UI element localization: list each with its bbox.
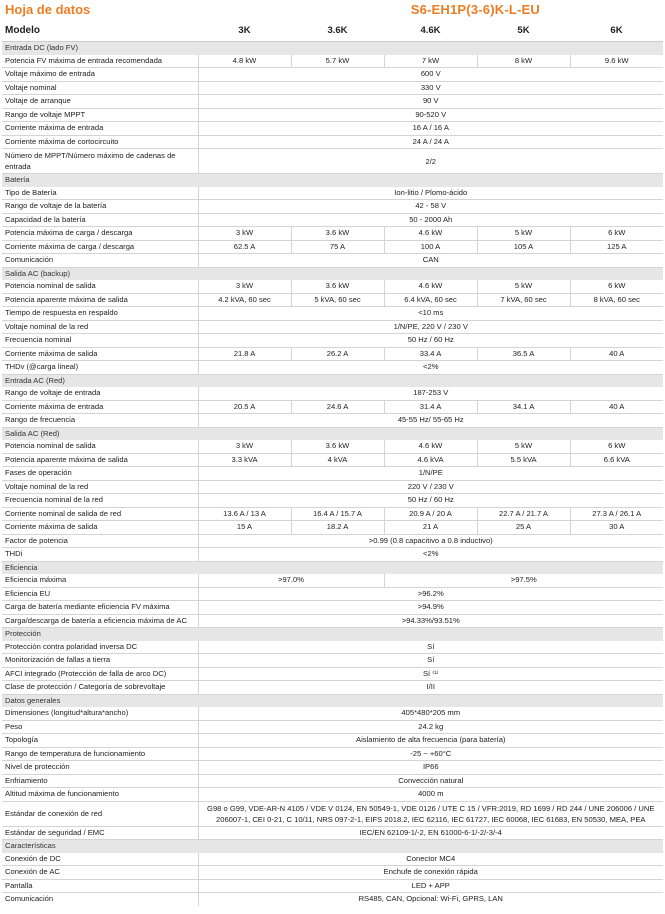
table-row — [2, 747, 663, 761]
row-value: 4.8 kW — [198, 55, 291, 68]
model-header-6k: 6K — [570, 22, 663, 42]
row-label: Conexión de AC — [2, 866, 198, 880]
spec-table-body — [2, 42, 663, 906]
row-label: Peso — [2, 720, 198, 734]
row-value: 16.4 A / 15.7 A — [291, 507, 384, 521]
row-value: 7 kVA, 60 sec — [477, 293, 570, 307]
row-value: 24.2 kg — [198, 720, 663, 734]
section-header — [2, 374, 663, 387]
table-row — [2, 280, 663, 293]
section-header — [2, 267, 663, 280]
row-label: Potencia nominal de salida — [2, 440, 198, 453]
table-row — [2, 187, 663, 200]
table-row — [2, 81, 663, 95]
table-row — [2, 200, 663, 214]
table-row — [2, 826, 663, 840]
row-value: 75 A — [291, 240, 384, 254]
row-value: 6 kW — [570, 227, 663, 241]
table-row — [2, 320, 663, 334]
table-row — [2, 400, 663, 414]
row-label: Nivel de protección — [2, 761, 198, 775]
table-row — [2, 494, 663, 508]
row-value: 21 A — [384, 521, 477, 535]
row-value: 105 A — [477, 240, 570, 254]
row-label: Corriente máxima de salida — [2, 521, 198, 535]
row-value: 90-520 V — [198, 108, 663, 122]
row-value: 3.6 kW — [291, 440, 384, 453]
row-value: 50 - 2000 Ah — [198, 213, 663, 227]
row-value: 33.4 A — [384, 347, 477, 361]
row-value: 42 - 58 V — [198, 200, 663, 214]
row-value: 3.3 kVA — [198, 453, 291, 467]
row-value: G98 o G99, VDE-AR-N 4105 / VDE V 0124, EN 50549-1, VDE 0126 / UTE C 15 / VFR:2019, RD 1699 / RD 244 / UNE 206006 / UNE 206007-1, CEI 0-21, C 10/11, NRS 097-2-1, EIFS 2018.2, IEC 62116, IEC 61727, IEC 60068, IEC 61683, EN 50530, MEA, PEA — [198, 801, 663, 826]
row-value: >0.99 (0.8 capacitivo a 0.8 inductivo) — [198, 534, 663, 548]
row-value: 5 kW — [477, 280, 570, 293]
row-label: Protección contra polaridad inversa DC — [2, 641, 198, 654]
row-value: 27.3 A / 26.1 A — [570, 507, 663, 521]
row-value: >94.9% — [198, 601, 663, 615]
row-value: 26.2 A — [291, 347, 384, 361]
row-label: Frecuencia nominal de la red — [2, 494, 198, 508]
row-label: Estándar de conexión de red — [2, 801, 198, 826]
row-label: Rango de voltaje de entrada — [2, 387, 198, 400]
row-value: 34.1 A — [477, 400, 570, 414]
section-header — [2, 840, 663, 853]
row-label: Voltaje nominal — [2, 81, 198, 95]
table-row — [2, 801, 663, 826]
table-row — [2, 853, 663, 866]
section-title: Características — [2, 840, 663, 853]
row-value: 600 V — [198, 68, 663, 82]
table-row — [2, 614, 663, 628]
model-column-header: Modelo — [2, 22, 198, 42]
row-label: Conexión de DC — [2, 853, 198, 866]
header-bar — [0, 0, 665, 22]
section-title: Eficiencia — [2, 561, 663, 574]
row-label: Potencia aparente máxima de salida — [2, 293, 198, 307]
doc-title: Hoja de datos — [5, 2, 91, 17]
row-value: 4.6 kW — [384, 280, 477, 293]
table-row — [2, 347, 663, 361]
row-label: Rango de voltaje de la batería — [2, 200, 198, 214]
row-label: Corriente máxima de salida — [2, 347, 198, 361]
table-row — [2, 440, 663, 453]
row-value: Sí — [198, 641, 663, 654]
row-value: 125 A — [570, 240, 663, 254]
row-label: THDi — [2, 548, 198, 562]
row-label: Altitud máxima de funcionamiento — [2, 788, 198, 802]
row-value: >96.2% — [198, 587, 663, 601]
table-row — [2, 707, 663, 720]
row-label: Voltaje de arranque — [2, 95, 198, 109]
row-label: Dimensiones (longitud*altura*ancho) — [2, 707, 198, 720]
row-value: 13.6 A / 13 A — [198, 507, 291, 521]
row-value: 5 kW — [477, 440, 570, 453]
row-value: 6 kW — [570, 440, 663, 453]
table-row — [2, 414, 663, 428]
table-row — [2, 387, 663, 400]
section-title: Datos generales — [2, 694, 663, 707]
row-value: Convección natural — [198, 774, 663, 788]
table-row — [2, 149, 663, 174]
row-value: 6 kW — [570, 280, 663, 293]
row-label: Enfriamiento — [2, 774, 198, 788]
row-value: >97.5% — [384, 574, 663, 587]
row-label: Voltaje máximo de entrada — [2, 68, 198, 82]
row-value: 4.6 kVA — [384, 453, 477, 467]
table-row — [2, 548, 663, 562]
table-row — [2, 667, 663, 681]
row-value: CAN — [198, 254, 663, 268]
row-value: 4.2 kVA, 60 sec — [198, 293, 291, 307]
model-header-5k: 5K — [477, 22, 570, 42]
row-label: Potencia FV máxima de entrada recomendada — [2, 55, 198, 68]
row-value: 3 kW — [198, 227, 291, 241]
row-label: Pantalla — [2, 879, 198, 893]
table-row — [2, 601, 663, 615]
row-value: 50 Hz / 60 Hz — [198, 334, 663, 348]
row-value: 3 kW — [198, 440, 291, 453]
table-row — [2, 135, 663, 149]
table-row — [2, 467, 663, 481]
table-row — [2, 68, 663, 82]
section-header — [2, 694, 663, 707]
row-value: 24.6 A — [291, 400, 384, 414]
row-value: 1/N/PE — [198, 467, 663, 481]
row-label: Estándar de seguridad / EMC — [2, 826, 198, 840]
row-label: Potencia máxima de carga / descarga — [2, 227, 198, 241]
row-label: Eficiencia máxima — [2, 574, 198, 587]
row-value: 8 kVA, 60 sec — [570, 293, 663, 307]
row-label: Clase de protección / Categoría de sobrevoltaje — [2, 681, 198, 695]
model-header-3-6k: 3.6K — [291, 22, 384, 42]
row-value: 187-253 V — [198, 387, 663, 400]
table-row — [2, 879, 663, 893]
table-row — [2, 307, 663, 321]
row-label: Corriente máxima de carga / descarga — [2, 240, 198, 254]
row-label: Fases de operación — [2, 467, 198, 481]
row-value: <2% — [198, 361, 663, 375]
row-label: THDv (@carga lineal) — [2, 361, 198, 375]
row-label: Corriente máxima de entrada — [2, 400, 198, 414]
row-value: 90 V — [198, 95, 663, 109]
row-label: Comunicación — [5, 894, 54, 903]
table-row — [2, 213, 663, 227]
row-value: 4000 m — [198, 788, 663, 802]
table-row — [2, 122, 663, 136]
table-row — [2, 574, 663, 587]
row-value: 6.4 kVA, 60 sec — [384, 293, 477, 307]
row-value: I/II — [198, 681, 663, 695]
row-value: 24 A / 24 A — [198, 135, 663, 149]
table-row — [2, 761, 663, 775]
row-value: 50 Hz / 60 Hz — [198, 494, 663, 508]
table-row — [2, 108, 663, 122]
row-value: 3 kW — [198, 280, 291, 293]
row-value: 18.2 A — [291, 521, 384, 535]
table-row — [2, 720, 663, 734]
row-value: 100 A — [384, 240, 477, 254]
row-value: 36.5 A — [477, 347, 570, 361]
row-label: Tiempo de respuesta en respaldo — [2, 307, 198, 321]
row-value: 25 A — [477, 521, 570, 535]
row-value: 330 V — [198, 81, 663, 95]
table-row — [2, 361, 663, 375]
table-row — [2, 641, 663, 654]
row-value: 3.6 kW — [291, 227, 384, 241]
row-label: Corriente nominal de salida de red — [2, 507, 198, 521]
section-title: Salida AC (Red) — [2, 427, 663, 440]
table-row — [2, 453, 663, 467]
row-value: Sí ⁽¹⁾ — [198, 667, 663, 681]
section-title: Batería — [2, 174, 663, 187]
row-value: 6.6 kVA — [570, 453, 663, 467]
table-header-row — [2, 22, 663, 42]
row-value: <2% — [198, 548, 663, 562]
section-header — [2, 174, 663, 187]
table-row — [2, 893, 663, 906]
table-row — [2, 507, 663, 521]
row-value: Conector MC4 — [198, 853, 663, 866]
row-label: AFCI integrado (Protección de falla de arco DC) — [2, 667, 198, 681]
row-value: 5.7 kW — [291, 55, 384, 68]
row-value: 3.6 kW — [291, 280, 384, 293]
row-value: 45-55 Hz/ 55-65 Hz — [198, 414, 663, 428]
row-label: Carga/descarga de batería a eficiencia máxima de AC — [2, 614, 198, 628]
row-value: 8 kW — [477, 55, 570, 68]
row-value: >94.33%/93.51% — [198, 614, 663, 628]
section-header — [2, 561, 663, 574]
row-value: 5 kW — [477, 227, 570, 241]
section-header — [2, 628, 663, 641]
row-label: Corriente máxima de cortocircuito — [2, 135, 198, 149]
model-header-3k: 3K — [198, 22, 291, 42]
table-row — [2, 587, 663, 601]
row-value: 15 A — [198, 521, 291, 535]
row-label: Potencia nominal de salida — [2, 280, 198, 293]
row-value: 21.8 A — [198, 347, 291, 361]
row-value: 31.4 A — [384, 400, 477, 414]
row-value: >97.0% — [198, 574, 384, 587]
table-row — [2, 654, 663, 668]
row-label: Voltaje nominal de la red — [2, 480, 198, 494]
row-label: Capacidad de la batería — [2, 213, 198, 227]
row-value: <10 ms — [198, 307, 663, 321]
table-row — [2, 480, 663, 494]
table-row — [2, 254, 663, 268]
row-value: Enchufe de conexión rápida — [198, 866, 663, 880]
table-row — [2, 534, 663, 548]
row-value: Aislamiento de alta frecuencia (para batería) — [198, 734, 663, 748]
table-row — [2, 734, 663, 748]
row-value: 4.6 kW — [384, 227, 477, 241]
table-row — [2, 55, 663, 68]
row-value: RS485, CAN, Opcional: Wi-Fi, GPRS, LAN — [198, 893, 663, 906]
row-label: Eficiencia EU — [2, 587, 198, 601]
row-value: 7 kW — [384, 55, 477, 68]
row-value: 5.5 kVA — [477, 453, 570, 467]
row-value: 5 kVA, 60 sec — [291, 293, 384, 307]
row-value: 405*480*205 mm — [198, 707, 663, 720]
row-label: Monitorización de fallas a tierra — [2, 654, 198, 668]
row-label: Topología — [2, 734, 198, 748]
table-row — [2, 788, 663, 802]
spec-table — [2, 22, 663, 906]
row-label: Voltaje nominal de la red — [2, 320, 198, 334]
row-label: Potencia aparente máxima de salida — [2, 453, 198, 467]
row-value: LED + APP — [198, 879, 663, 893]
row-value: Ion-litio / Plomo-ácido — [198, 187, 663, 200]
row-value: 30 A — [570, 521, 663, 535]
row-value: 16 A / 16 A — [198, 122, 663, 136]
row-value: 40 A — [570, 347, 663, 361]
table-row — [2, 681, 663, 695]
table-row — [2, 866, 663, 880]
row-value: Sí — [198, 654, 663, 668]
row-value: 220 V / 230 V — [198, 480, 663, 494]
table-row — [2, 227, 663, 241]
row-label: Factor de potencia — [2, 534, 198, 548]
row-value: 4 kVA — [291, 453, 384, 467]
row-value: 62.5 A — [198, 240, 291, 254]
row-label: Comunicación — [2, 254, 198, 268]
row-value: IP66 — [198, 761, 663, 775]
row-label: Rango de frecuencia — [2, 414, 198, 428]
row-label: Rango de temperatura de funcionamiento — [2, 747, 198, 761]
row-value: 40 A — [570, 400, 663, 414]
row-label: Número de MPPT/Número máximo de cadenas de entrada — [2, 149, 198, 174]
row-value: 1/N/PE, 220 V / 230 V — [198, 320, 663, 334]
section-header — [2, 427, 663, 440]
row-value: 9.6 kW — [570, 55, 663, 68]
section-title: Entrada AC (Red) — [2, 374, 663, 387]
row-value: 2/2 — [198, 149, 663, 174]
row-value: 22.7 A / 21.7 A — [477, 507, 570, 521]
row-label: Tipo de Batería — [2, 187, 198, 200]
section-title: Protección — [2, 628, 663, 641]
table-row — [2, 95, 663, 109]
row-value: IEC/EN 62109-1/-2, EN 61000-6-1/-2/-3/-4 — [198, 826, 663, 840]
row-value: 20.9 A / 20 A — [384, 507, 477, 521]
table-row — [2, 774, 663, 788]
model-title: S6-EH1P(3-6)K-L-EU — [410, 2, 540, 17]
section-title: Salida AC (backup) — [2, 267, 663, 280]
section-header — [2, 42, 663, 55]
row-label: Frecuencia nominal — [2, 334, 198, 348]
row-label: Rango de voltaje MPPT — [2, 108, 198, 122]
table-row — [2, 521, 663, 535]
table-row — [2, 293, 663, 307]
row-value: -25 ~ +60°C — [198, 747, 663, 761]
row-value: 20.5 A — [198, 400, 291, 414]
row-label: Corriente máxima de entrada — [2, 122, 198, 136]
model-header-4-6k: 4.6K — [384, 22, 477, 42]
row-value: 4.6 kW — [384, 440, 477, 453]
table-row — [2, 240, 663, 254]
table-row — [2, 334, 663, 348]
section-title: Entrada DC (lado FV) — [2, 42, 663, 55]
row-label: Carga de batería mediante eficiencia FV máxima — [2, 601, 198, 615]
